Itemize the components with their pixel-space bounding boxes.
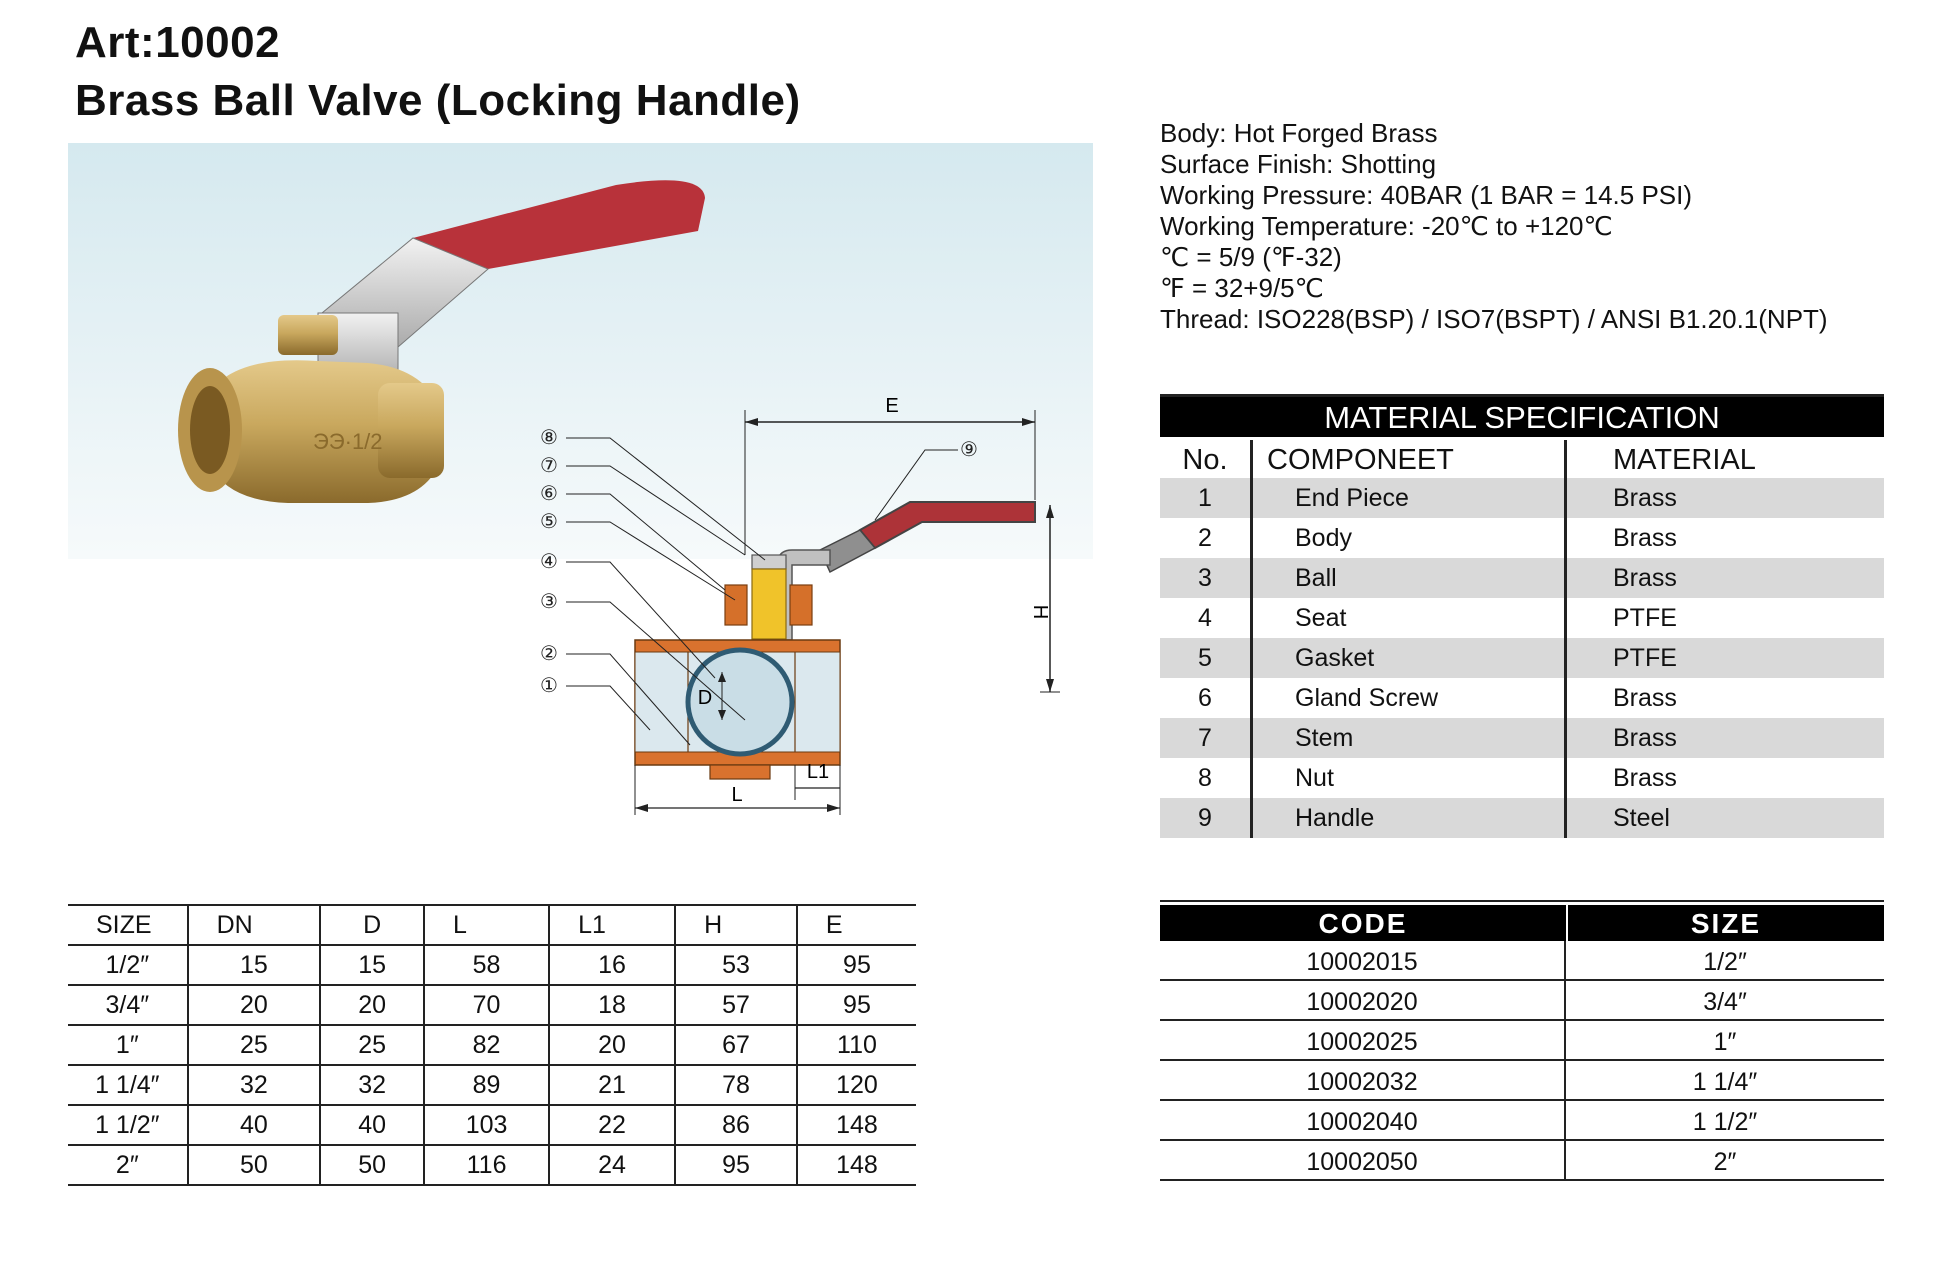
callout-8: ⑧	[540, 427, 558, 449]
table-row	[1160, 718, 1884, 758]
row-component: Stem	[1253, 718, 1567, 758]
cell-l1: 20	[549, 1025, 675, 1065]
cell-code: 10002025	[1160, 1021, 1566, 1059]
table-row	[1160, 758, 1884, 798]
product-properties	[1160, 118, 1828, 335]
cell-size: 2″	[1713, 1148, 1737, 1176]
cell-h: 95	[675, 1145, 797, 1185]
cell-size: 1 1/2″	[68, 1105, 188, 1145]
cell-size: 1/2″	[1703, 948, 1747, 976]
row-component: Seat	[1253, 598, 1567, 638]
cell-h: 53	[675, 945, 797, 985]
row-material: Brass	[1613, 764, 1677, 792]
cell-dn: 32	[188, 1065, 321, 1105]
row-component: Gasket	[1253, 638, 1567, 678]
row-material: Brass	[1613, 724, 1677, 752]
cell-l: 116	[424, 1145, 549, 1185]
column-header-e: E	[797, 905, 916, 945]
dimension-label-l: L	[731, 784, 743, 806]
code-size-header-row	[1160, 905, 1884, 941]
cell-l: 58	[424, 945, 549, 985]
callout-1: ①	[540, 675, 558, 697]
cell-code: 10002040	[1160, 1101, 1566, 1139]
column-header-no: No.	[1160, 440, 1253, 478]
callout-3: ③	[540, 591, 558, 613]
cell-e: 110	[797, 1025, 916, 1065]
row-material: Brass	[1613, 564, 1677, 592]
table-row	[1160, 941, 1884, 981]
cell-e: 148	[797, 1105, 916, 1145]
cell-l1: 22	[549, 1105, 675, 1145]
column-header-l1: L1	[549, 905, 675, 945]
table-row	[1160, 1061, 1884, 1101]
row-component: Ball	[1253, 558, 1567, 598]
callout-2: ②	[540, 643, 558, 665]
cell-l1: 18	[549, 985, 675, 1025]
dimensions-header-row	[68, 905, 916, 945]
cell-d: 20	[320, 985, 424, 1025]
property-working-temperature: Working Temperature: -20℃ to +120℃	[1160, 211, 1613, 241]
property-fahrenheit-formula: ℉ = 32+9/5℃	[1160, 273, 1324, 303]
table-row	[1160, 478, 1884, 518]
property-surface-finish: Surface Finish: Shotting	[1160, 149, 1437, 179]
material-spec-header-row	[1160, 440, 1884, 478]
row-no: 2	[1160, 518, 1253, 558]
cell-h: 57	[675, 985, 797, 1025]
table-row	[1160, 1141, 1884, 1181]
table-row	[1160, 598, 1884, 638]
property-celsius-formula: ℃ = 5/9 (℉-32)	[1160, 242, 1342, 272]
column-header-size: SIZE	[1690, 908, 1762, 939]
table-row	[1160, 558, 1884, 598]
dimension-label-d: D	[697, 687, 713, 709]
code-size-table	[1160, 900, 1884, 1181]
dimension-label-h: H	[1029, 604, 1051, 620]
row-material: PTFE	[1613, 604, 1677, 632]
cell-code: 10002020	[1160, 981, 1566, 1019]
row-component: Body	[1253, 518, 1567, 558]
callout-4: ④	[540, 551, 558, 573]
row-material: PTFE	[1613, 644, 1677, 672]
table-row	[68, 1065, 916, 1105]
cell-size: 1 1/4″	[68, 1065, 188, 1105]
cell-size: 2″	[68, 1145, 188, 1185]
cell-code: 10002050	[1160, 1141, 1566, 1179]
property-working-pressure: Working Pressure: 40BAR (1 BAR = 14.5 PSI)	[1160, 180, 1693, 210]
cell-h: 86	[675, 1105, 797, 1145]
cell-d: 32	[320, 1065, 424, 1105]
row-no: 8	[1160, 758, 1253, 798]
valve-cross-section-diagram	[530, 390, 1090, 830]
cell-dn: 40	[188, 1105, 321, 1145]
material-spec-title: MATERIAL SPECIFICATION	[1160, 397, 1884, 437]
cell-l1: 24	[549, 1145, 675, 1185]
table-row	[68, 1145, 916, 1185]
table-row	[68, 945, 916, 985]
cell-h: 78	[675, 1065, 797, 1105]
cell-size: 1″	[1713, 1028, 1737, 1056]
row-material: Steel	[1613, 804, 1670, 832]
property-thread: Thread: ISO228(BSP) / ISO7(BSPT) / ANSI B1.20.1(NPT)	[1160, 304, 1828, 334]
column-header-d: D	[320, 905, 424, 945]
dimension-label-e: E	[885, 395, 899, 417]
cell-l1: 21	[549, 1065, 675, 1105]
cell-dn: 25	[188, 1025, 321, 1065]
callout-5: ⑤	[540, 511, 558, 533]
cell-size: 3/4″	[1703, 988, 1747, 1016]
cell-l: 103	[424, 1105, 549, 1145]
cell-l: 89	[424, 1065, 549, 1105]
cell-e: 95	[797, 985, 916, 1025]
column-header-size: SIZE	[68, 905, 188, 945]
cell-h: 67	[675, 1025, 797, 1065]
table-row	[68, 1105, 916, 1145]
column-header-component: COMPONEET	[1253, 440, 1567, 478]
cell-size: 1″	[68, 1025, 188, 1065]
cell-e: 120	[797, 1065, 916, 1105]
table-row	[1160, 678, 1884, 718]
row-no: 6	[1160, 678, 1253, 718]
row-component: Nut	[1253, 758, 1567, 798]
column-header-material: MATERIAL	[1613, 444, 1756, 476]
row-no: 3	[1160, 558, 1253, 598]
table-row	[68, 985, 916, 1025]
cell-code: 10002032	[1160, 1061, 1566, 1099]
row-no: 9	[1160, 798, 1253, 838]
row-material: Brass	[1613, 684, 1677, 712]
cell-e: 95	[797, 945, 916, 985]
table-row	[1160, 798, 1884, 838]
row-component: Handle	[1253, 798, 1567, 838]
column-header-dn: DN	[188, 905, 321, 945]
cell-dn: 15	[188, 945, 321, 985]
table-row	[68, 1025, 916, 1065]
cell-d: 25	[320, 1025, 424, 1065]
callout-7: ⑦	[540, 455, 558, 477]
material-specification-table	[1160, 394, 1884, 838]
cell-d: 40	[320, 1105, 424, 1145]
body-marking: ЭЭ·1/2	[313, 429, 383, 454]
row-material: Brass	[1613, 484, 1677, 512]
table-row	[1160, 638, 1884, 678]
row-component: End Piece	[1253, 478, 1567, 518]
table-row	[1160, 1101, 1884, 1141]
cell-l: 70	[424, 985, 549, 1025]
row-no: 7	[1160, 718, 1253, 758]
column-header-l: L	[424, 905, 549, 945]
row-no: 1	[1160, 478, 1253, 518]
dimensions-table	[68, 904, 916, 1186]
cell-dn: 50	[188, 1145, 321, 1185]
cell-code: 10002015	[1160, 941, 1566, 979]
cell-e: 148	[797, 1145, 916, 1185]
cell-size: 1 1/2″	[1692, 1108, 1758, 1136]
cell-l1: 16	[549, 945, 675, 985]
row-material: Brass	[1613, 524, 1677, 552]
page-title: Brass Ball Valve (Locking Handle)	[75, 76, 801, 125]
table-row	[1160, 518, 1884, 558]
cell-size: 1 1/4″	[1692, 1068, 1758, 1096]
callout-9: ⑨	[960, 439, 978, 461]
cell-d: 15	[320, 945, 424, 985]
article-number: Art:10002	[75, 18, 281, 67]
table-row	[1160, 981, 1884, 1021]
dimension-label-l1: L1	[806, 761, 830, 783]
row-component: Gland Screw	[1253, 678, 1567, 718]
cell-d: 50	[320, 1145, 424, 1185]
column-header-h: H	[675, 905, 797, 945]
table-row	[1160, 1021, 1884, 1061]
cell-l: 82	[424, 1025, 549, 1065]
cell-dn: 20	[188, 985, 321, 1025]
row-no: 4	[1160, 598, 1253, 638]
property-body: Body: Hot Forged Brass	[1160, 118, 1438, 148]
cell-size: 3/4″	[68, 985, 188, 1025]
cell-size: 1/2″	[68, 945, 188, 985]
callout-6: ⑥	[540, 483, 558, 505]
column-header-code: CODE	[1160, 905, 1568, 941]
row-no: 5	[1160, 638, 1253, 678]
